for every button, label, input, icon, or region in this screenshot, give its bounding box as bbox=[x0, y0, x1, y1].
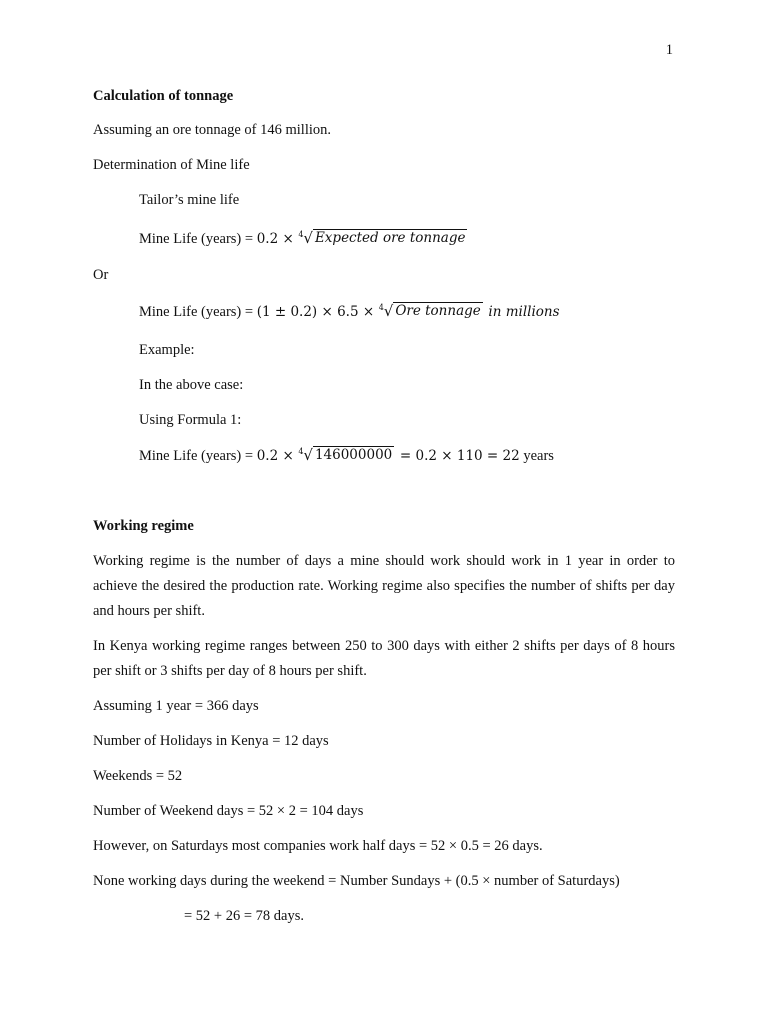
or-text: Or bbox=[93, 267, 109, 283]
formula-2-coefficient: (1 ± 0.2) × 6.5 × bbox=[256, 304, 375, 320]
formula-2-fourth-root bbox=[378, 302, 483, 320]
example-text: Example: bbox=[139, 342, 195, 358]
formula-3-label: Mine Life (years) = bbox=[139, 448, 254, 464]
tailor-mine-life-text: Tailor’s mine life bbox=[139, 192, 240, 208]
radical-sign-icon: √ bbox=[303, 229, 313, 247]
formula-2-root-index: 4 bbox=[378, 303, 384, 312]
saturdays-text: However, on Saturdays most companies work half days = 52 × 0.5 = 26 days. bbox=[93, 838, 543, 854]
formula-2-suffix: in millions bbox=[488, 304, 560, 320]
formula-1-root-index: 4 bbox=[298, 230, 304, 239]
formula-3-fourth-root bbox=[298, 446, 394, 464]
formula-2-label: Mine Life (years) = bbox=[139, 304, 254, 320]
assumption-text: Assuming an ore tonnage of 146 million. bbox=[93, 122, 332, 138]
formula-1-radicand: Expected ore tonnage bbox=[314, 230, 466, 246]
weekends-text: Weekends = 52 bbox=[93, 768, 183, 784]
formula-3-coefficient: 0.2 × bbox=[256, 448, 294, 464]
using-formula-text: Using Formula 1: bbox=[139, 412, 242, 428]
formula-1-coefficient: 0.2 × bbox=[256, 231, 294, 247]
formula-3 bbox=[139, 446, 554, 466]
heading-working-regime: Working regime bbox=[93, 518, 194, 534]
working-regime-paragraph-1: Working regime is the number of days a mine should work should work in 1 year in order to achieve the desired the production rate. Working regime also specifies the number of shifts per day and hours per shift. bbox=[93, 553, 675, 619]
holidays-text: Number of Holidays in Kenya = 12 days bbox=[93, 733, 329, 749]
determination-text: Determination of Mine life bbox=[93, 157, 250, 173]
non-working-days-text: None working days during the weekend = Number Sundays + (0.5 × number of Saturdays) bbox=[93, 873, 620, 889]
heading-calculation-of-tonnage: Calculation of tonnage bbox=[93, 88, 234, 104]
above-case-text: In the above case: bbox=[139, 377, 244, 393]
weekend-days-text: Number of Weekend days = 52 × 2 = 104 days bbox=[93, 803, 364, 819]
formula-1-fourth-root bbox=[298, 229, 467, 247]
formula-1 bbox=[139, 229, 469, 249]
assumption-year-text: Assuming 1 year = 366 days bbox=[93, 698, 259, 714]
page-number: 1 bbox=[665, 42, 673, 58]
working-regime-paragraph-2: In Kenya working regime ranges between 250 to 300 days with either 2 shifts per days of 8 hours per shift or 3 shifts per day of 8 hours per shift. bbox=[93, 638, 675, 679]
formula-1-label: Mine Life (years) = bbox=[139, 231, 254, 247]
formula-3-radicand: 146000000 bbox=[314, 447, 393, 463]
formula-3-result: = 0.2 × 110 = 22 bbox=[399, 448, 520, 464]
radical-sign-icon: √ bbox=[303, 446, 313, 464]
formula-2 bbox=[139, 302, 560, 322]
formula-3-unit: years bbox=[523, 448, 554, 464]
radical-sign-icon: √ bbox=[383, 302, 394, 320]
formula-3-root-index: 4 bbox=[298, 447, 304, 456]
formula-2-radicand: Ore tonnage bbox=[395, 303, 481, 319]
non-working-days-result: = 52 + 26 = 78 days. bbox=[184, 908, 304, 924]
